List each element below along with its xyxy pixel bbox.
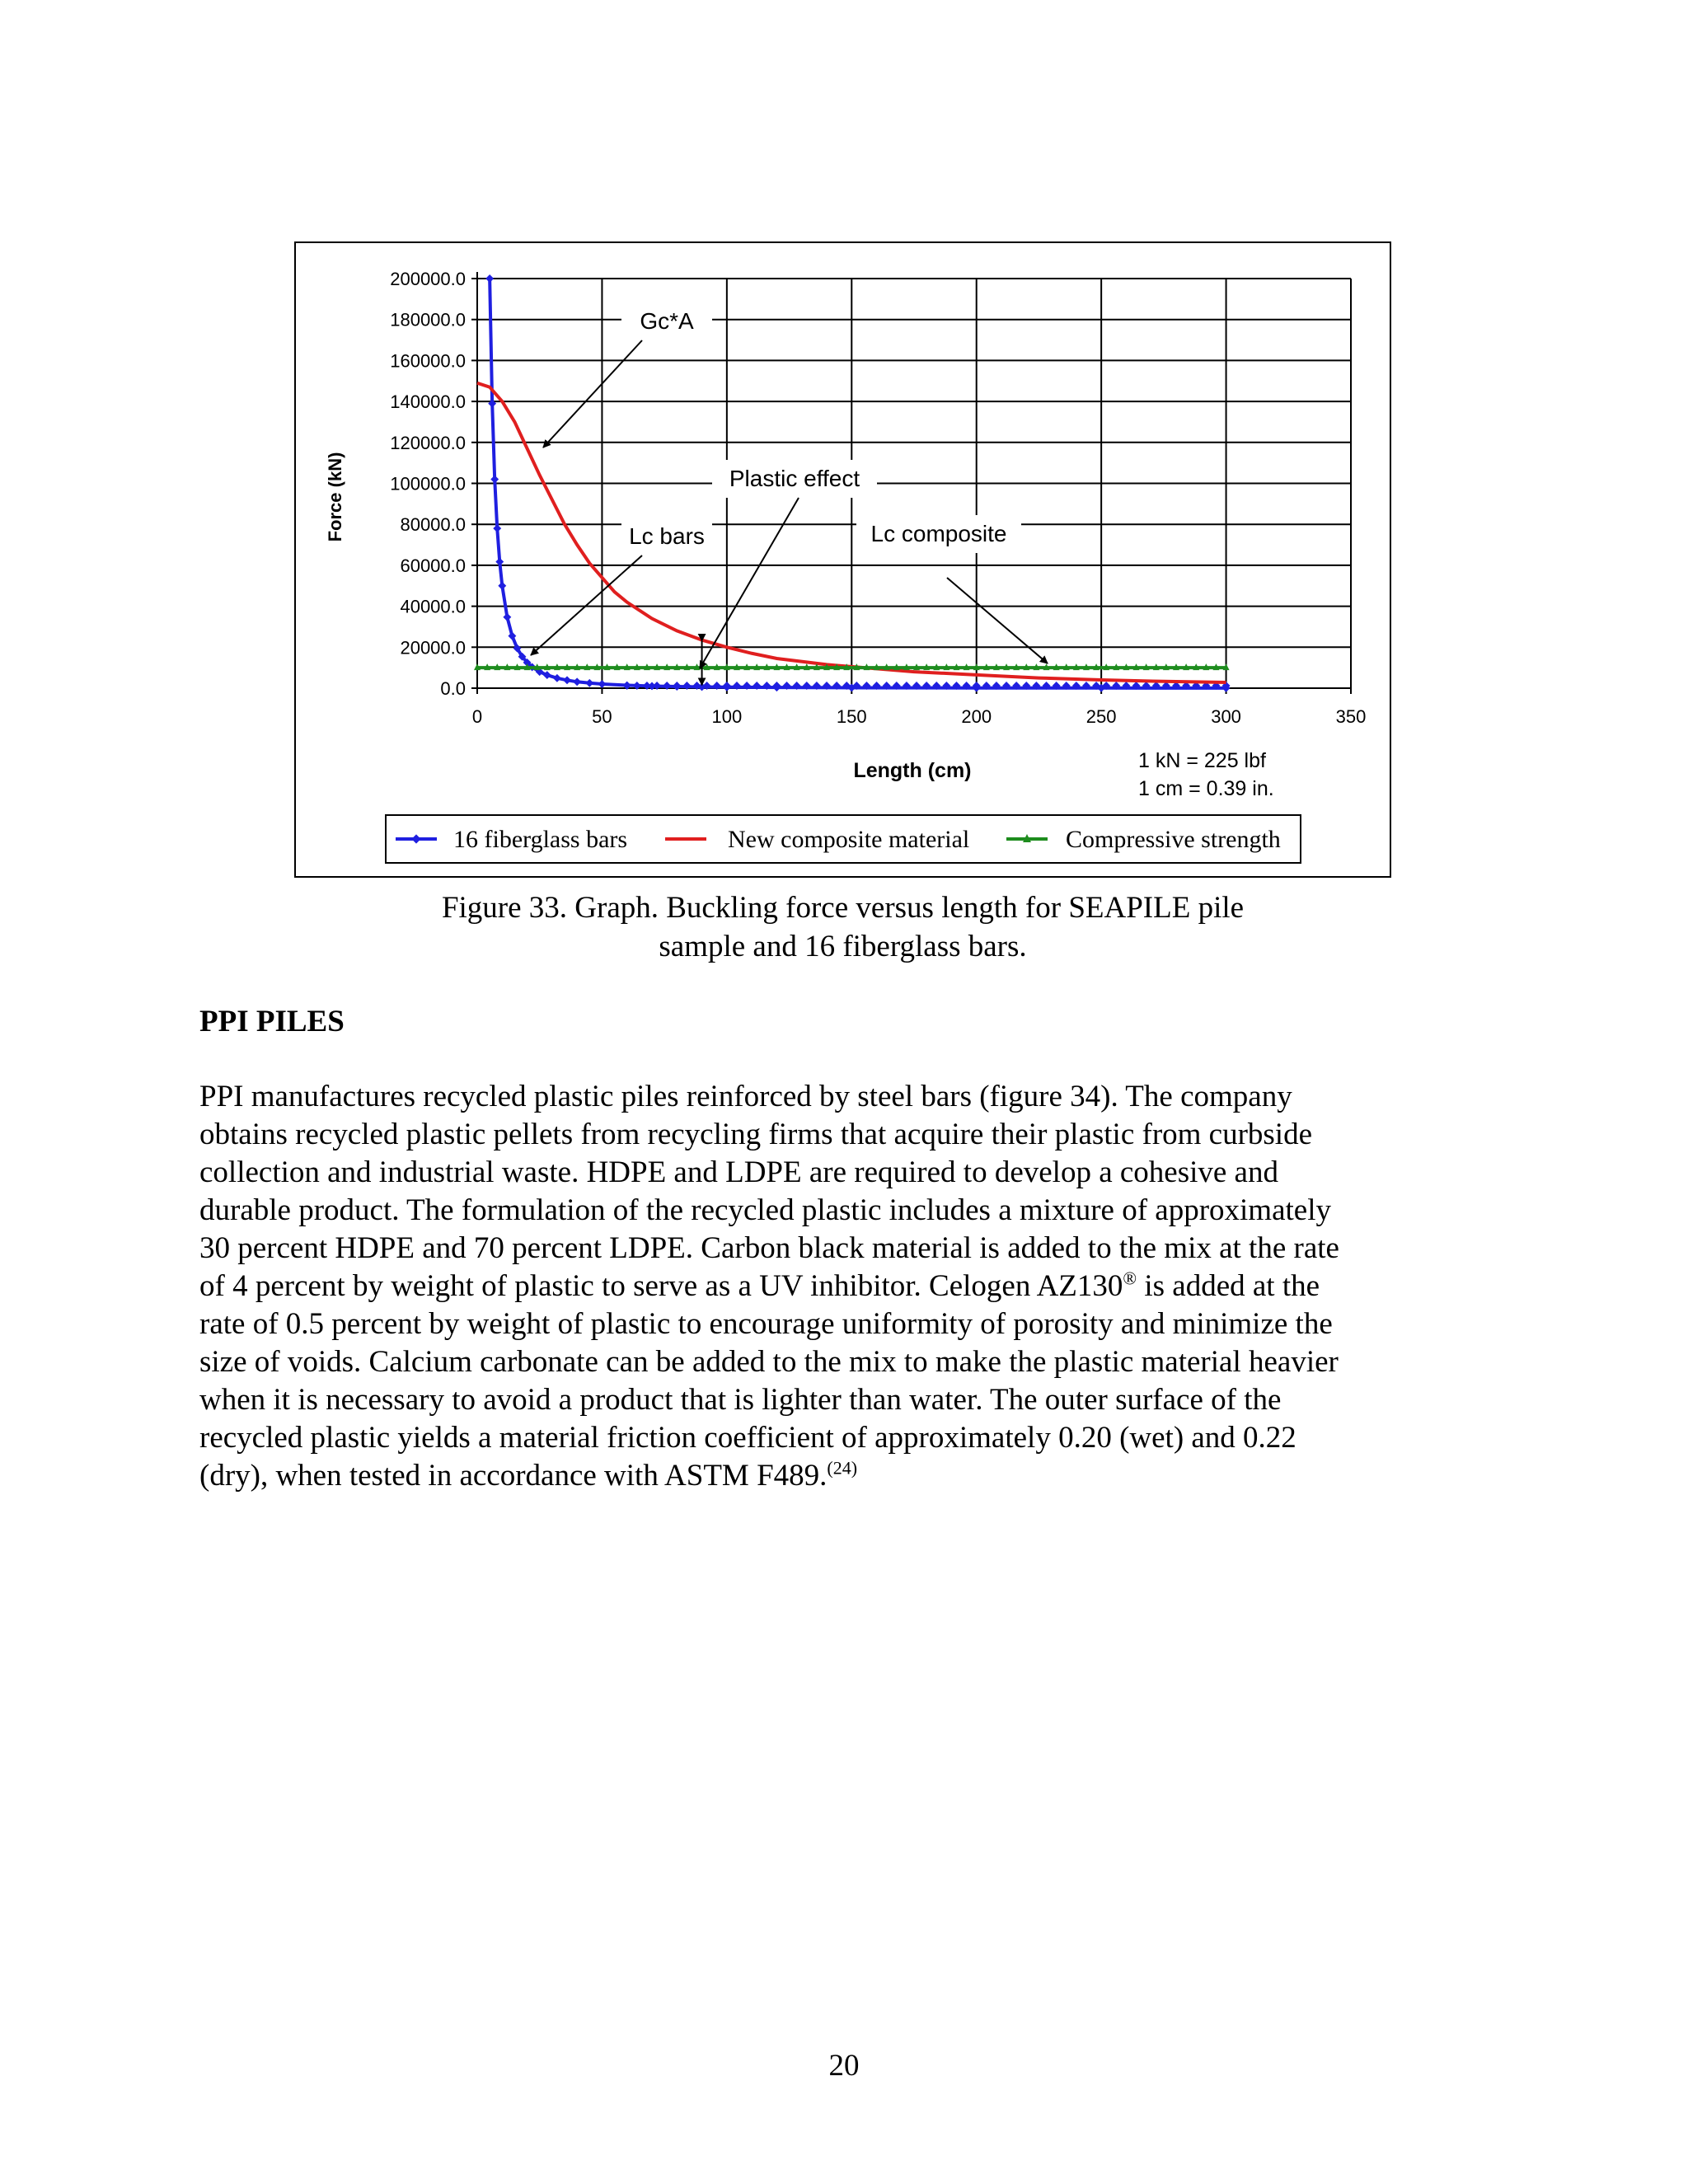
y-tick-label: 80000.0 <box>400 514 466 536</box>
y-tick-label: 0.0 <box>440 678 466 699</box>
grid-layer <box>477 279 1351 688</box>
x-axis-label: Length (cm) <box>853 759 972 782</box>
page-number: 20 <box>828 2049 860 2083</box>
data-point <box>490 476 499 484</box>
buckling-chart <box>296 243 1390 876</box>
data-point <box>585 679 593 687</box>
legend-label-compressive: Compressive strength <box>1066 826 1281 853</box>
annotation-arrow <box>700 498 799 668</box>
y-tick-label: 140000.0 <box>390 391 466 413</box>
y-tick-label: 160000.0 <box>390 350 466 372</box>
y-tick-label: 180000.0 <box>390 309 466 330</box>
annotation-label: Gc*A <box>640 308 694 334</box>
annotation-arrow <box>543 340 642 448</box>
data-point <box>493 524 501 532</box>
x-tick-label: 150 <box>836 706 867 727</box>
paragraph-line-11: (dry), when tested in accordance with ASTM F489.$^{(24)}$ <box>199 1457 858 1493</box>
annotation-arrow <box>531 555 642 655</box>
paragraph-line: durable product. The formulation of the recycled plastic includes a mixture of approximately <box>199 1193 1331 1227</box>
x-tick-label: 0 <box>471 706 483 727</box>
paragraph-line: recycled plastic yields a material friction coefficient of approximately 0.20 (wet) and 0.22 <box>199 1421 1296 1455</box>
x-tick-label: 300 <box>1211 706 1241 727</box>
x-tick-label: 250 <box>1085 706 1117 727</box>
paragraph-line: 30 percent HDPE and 70 percent LDPE. Carbon black material is added to the mix at the rate <box>199 1231 1339 1265</box>
conversion-note-length: 1 cm = 0.39 in. <box>1138 777 1274 800</box>
data-point <box>485 274 494 283</box>
legend-label-fiberglass: 16 fiberglass bars <box>453 826 628 853</box>
paragraph-line-6: of 4 percent by weight of plastic to serve as a UV inhibitor. Celogen AZ130® is added at the <box>199 1268 1320 1303</box>
annotation-label: Plastic effect <box>729 466 860 491</box>
x-tick-label: 350 <box>1335 706 1367 727</box>
citation-reference: (24) <box>827 1457 858 1479</box>
y-tick-label: 120000.0 <box>390 432 466 453</box>
caption-line-2: sample and 16 fiberglass bars. <box>659 930 1027 963</box>
data-point <box>598 680 606 688</box>
data-point <box>503 613 511 621</box>
data-point <box>498 582 506 590</box>
section-heading: PPI PILES <box>199 1005 345 1038</box>
x-tick-label: 200 <box>961 706 992 727</box>
caption-line-1: Figure 33. Graph. Buckling force versus length for SEAPILE pile <box>441 891 1245 925</box>
body-paragraph <box>199 1078 1452 1495</box>
x-tick-label: 100 <box>711 706 743 727</box>
y-axis-label: Force (kN) <box>325 452 345 542</box>
paragraph-line: obtains recycled plastic pellets from recycling firms that acquire their plastic from curbside <box>199 1118 1313 1151</box>
paragraph-line: PPI manufactures recycled plastic piles reinforced by steel bars (figure 34). The company <box>199 1080 1292 1113</box>
data-point <box>563 676 571 684</box>
y-tick-label: 60000.0 <box>400 555 466 576</box>
annotation-label: Lc composite <box>870 521 1007 546</box>
data-point <box>553 674 561 682</box>
paragraph-line: rate of 0.5 percent by weight of plastic to encourage uniformity of porosity and minimize the <box>199 1307 1333 1341</box>
annotation-arrow <box>947 578 1048 663</box>
paragraph-line: collection and industrial waste. HDPE and LDPE are required to develop a cohesive and <box>199 1155 1278 1189</box>
axes-layer <box>390 269 1366 727</box>
paragraph-line: when it is necessary to avoid a product that is lighter than water. The outer surface of the <box>199 1383 1282 1417</box>
figure-frame <box>294 241 1391 878</box>
y-tick-label: 20000.0 <box>400 637 466 658</box>
x-tick-label: 50 <box>592 706 612 727</box>
data-point <box>573 677 581 686</box>
figure-caption <box>294 888 1391 966</box>
y-tick-label: 40000.0 <box>400 596 466 617</box>
y-tick-label: 100000.0 <box>390 473 466 494</box>
registered-mark: ® <box>1123 1268 1137 1289</box>
legend-label-composite: New composite material <box>728 826 970 853</box>
paragraph-line: size of voids. Calcium carbonate can be added to the mix to make the plastic material heavier <box>199 1345 1339 1379</box>
annotation-label: Lc bars <box>629 523 705 549</box>
y-tick-label: 200000.0 <box>390 269 466 289</box>
chart-legend <box>386 815 1301 863</box>
conversion-note-force: 1 kN = 225 lbf <box>1138 749 1266 772</box>
